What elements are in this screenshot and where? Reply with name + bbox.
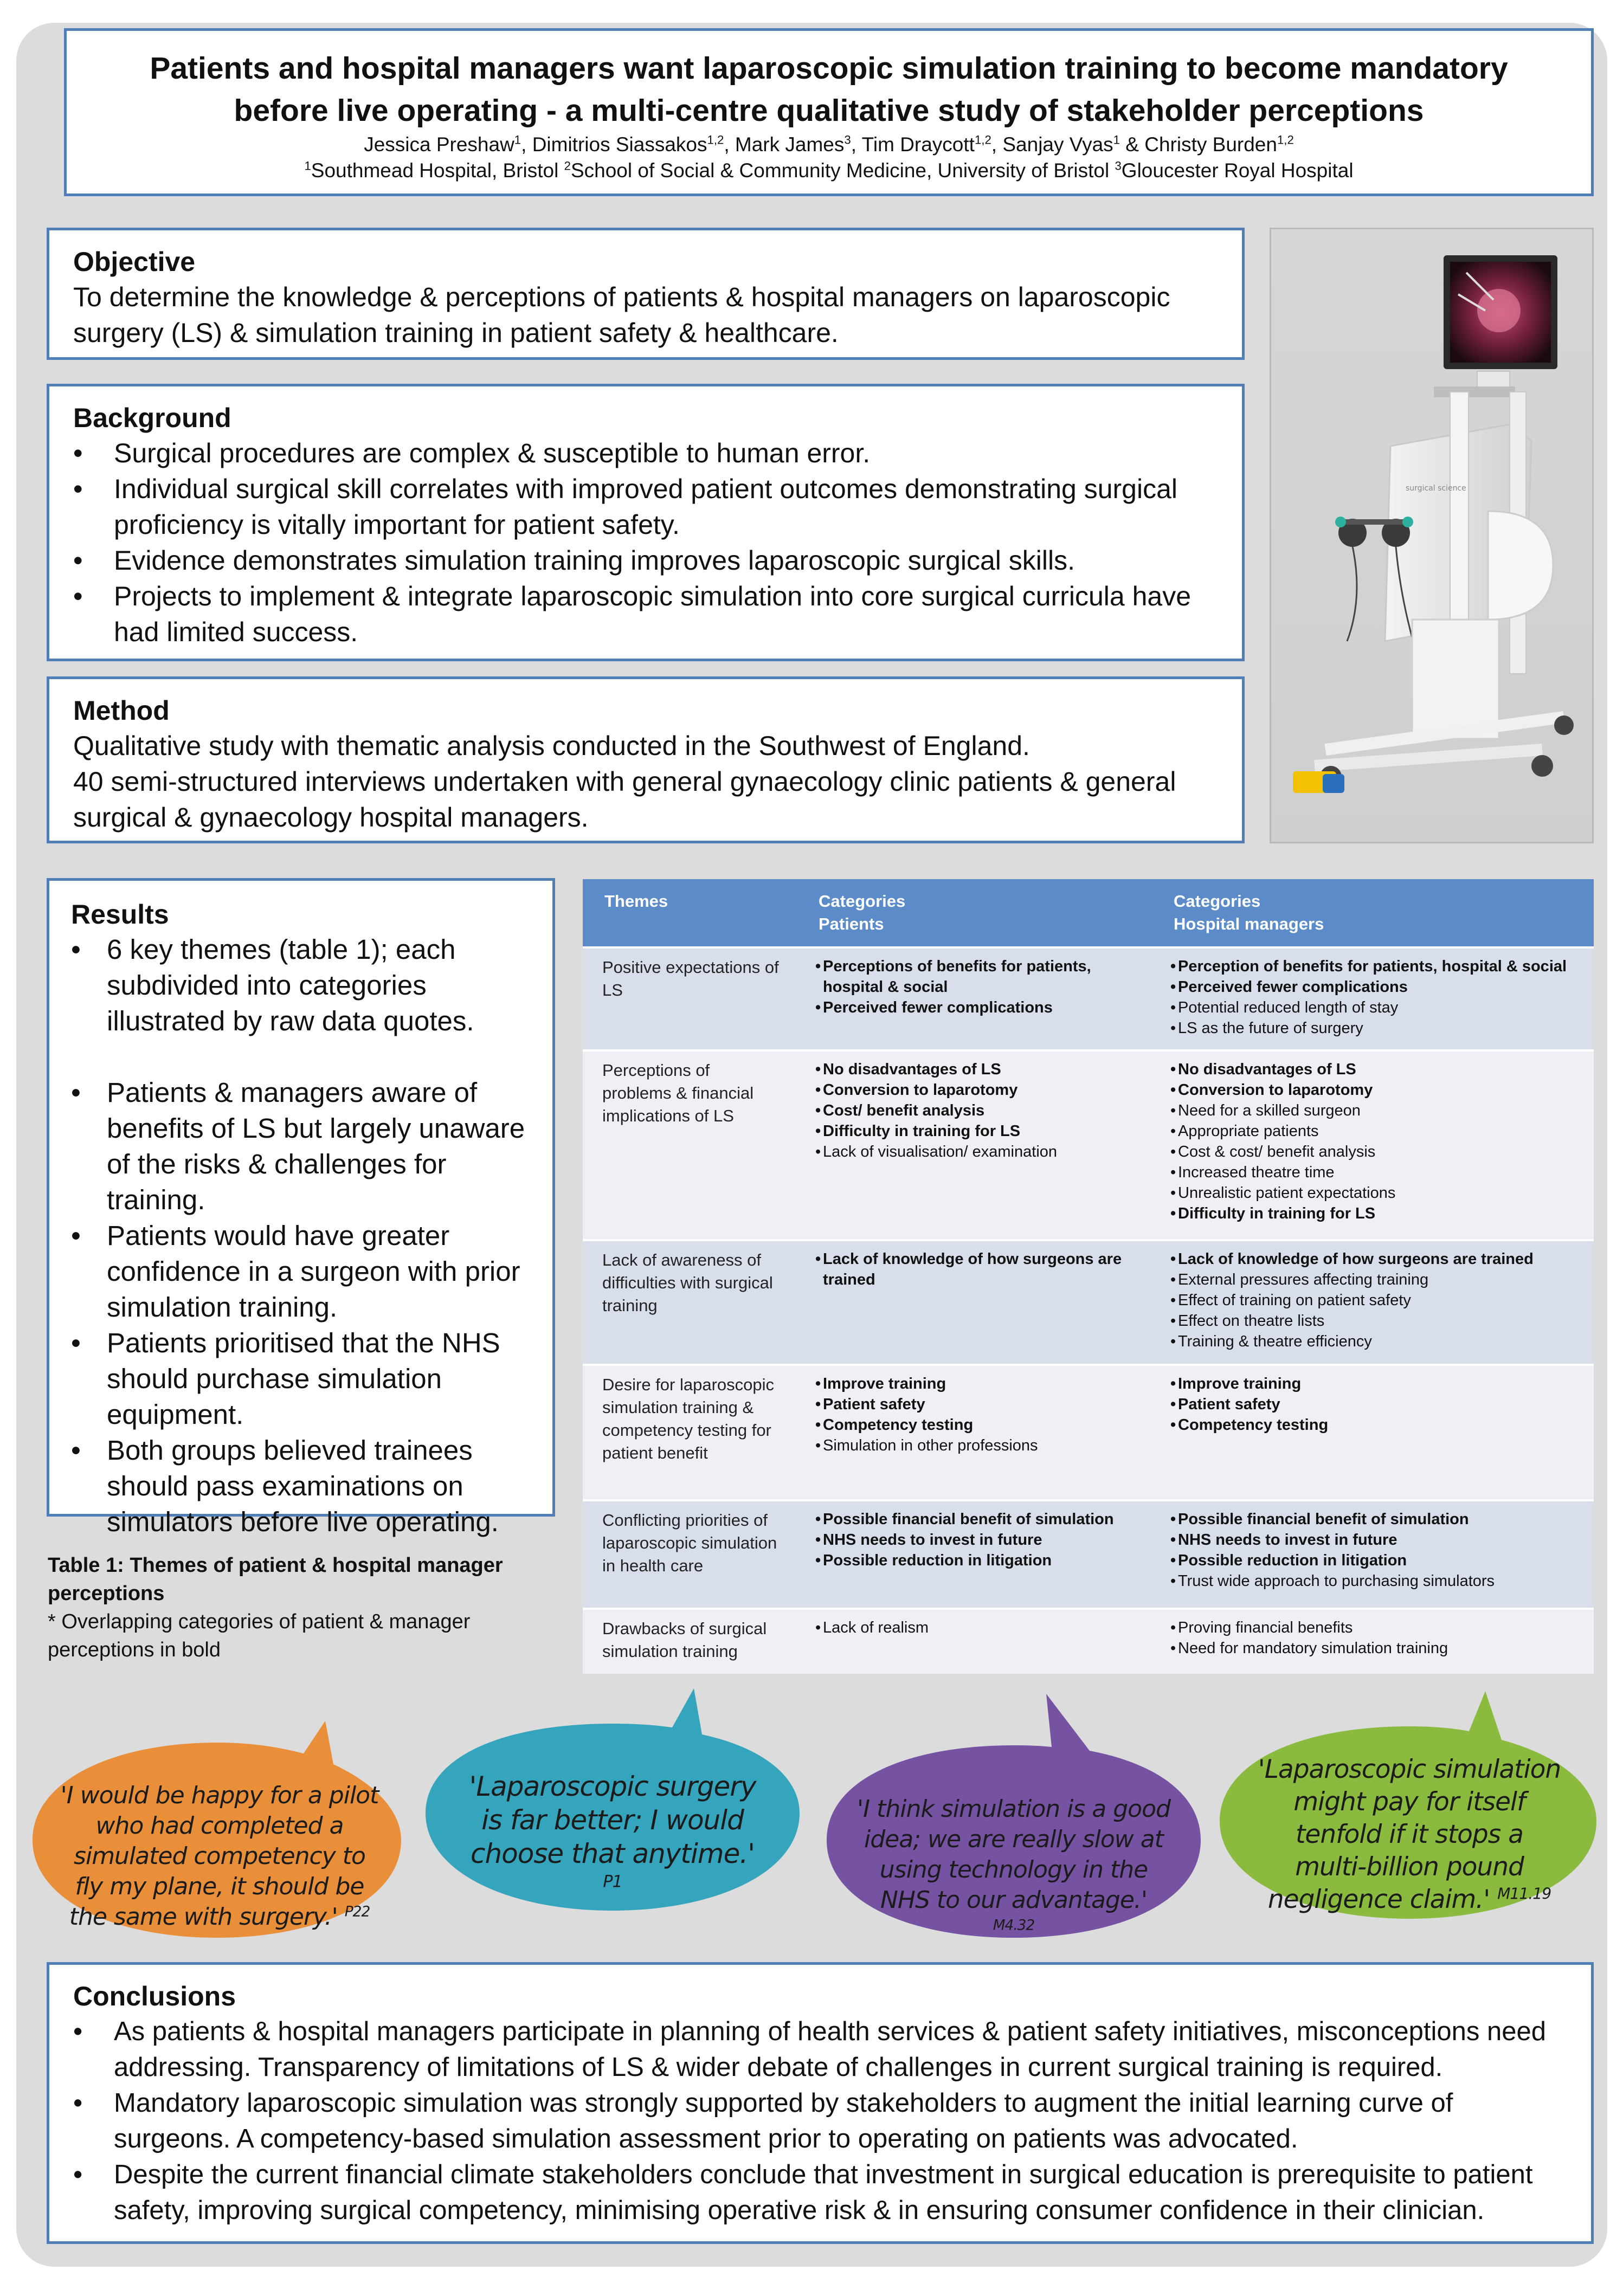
category-item: • Patient safety xyxy=(816,1394,1136,1415)
category-item: • Difficulty in training for LS xyxy=(1171,1203,1577,1224)
table-row xyxy=(583,1365,1594,1500)
affiliation: $^3$Gloucester Royal Hospital xyxy=(1115,159,1354,182)
category-item: • Competency testing xyxy=(1171,1415,1577,1435)
category-item: • Improve training xyxy=(816,1373,1136,1394)
header-patients: Categories Patients xyxy=(797,879,1152,947)
category-item: • Lack of realism xyxy=(816,1617,1136,1638)
category-item: • Simulation in other professions xyxy=(816,1435,1136,1456)
table-header-row xyxy=(583,879,1594,947)
quote-ref: P1 xyxy=(603,1872,622,1892)
table-caption-note: * Overlapping categories of patient & manager perceptions in bold xyxy=(48,1610,471,1661)
title-box xyxy=(64,28,1594,196)
category-item: • Possible reduction in litigation xyxy=(1171,1550,1577,1571)
quote-bubble-2 xyxy=(417,1688,808,1916)
category-item: • No disadvantages of LS xyxy=(1171,1059,1577,1080)
category-item: • Trust wide approach to purchasing simulators xyxy=(1171,1571,1577,1591)
category-item: • Appropriate patients xyxy=(1171,1121,1577,1141)
conclusions-heading: Conclusions xyxy=(73,1981,236,2011)
objective-text: To determine the knowledge & perceptions of patients & hospital managers on laparoscopic surgery (LS) & simulation training in patient safety & healthcare. xyxy=(73,282,1170,348)
quote-bubble-1 xyxy=(22,1721,412,1949)
author: Christy Burden$^{1,2}$ xyxy=(1144,133,1294,156)
category-item: • Potential reduced length of stay xyxy=(1171,997,1577,1018)
category-item: • Training & theatre efficiency xyxy=(1171,1331,1577,1352)
background-heading: Background xyxy=(73,403,231,433)
list-item: • Projects to implement & integrate laparoscopic simulation into core surgical curricula have had limited success. xyxy=(73,578,1218,650)
category-item: • Possible financial benefit of simulation xyxy=(1171,1509,1577,1530)
table-row xyxy=(583,947,1594,1050)
patients-cell xyxy=(797,1240,1152,1365)
themes-table xyxy=(583,879,1594,1674)
table-row xyxy=(583,1240,1594,1365)
table-row xyxy=(583,1050,1594,1240)
quote-ref: P22 xyxy=(344,1903,370,1920)
category-item: • Effect of training on patient safety xyxy=(1171,1290,1577,1311)
category-item: • Lack of knowledge of how surgeons are trained xyxy=(1171,1249,1577,1269)
managers-cell xyxy=(1152,1050,1594,1240)
category-item: • Need for a skilled surgeon xyxy=(1171,1100,1577,1121)
author: Tim Draycott$^{1,2}$ xyxy=(861,133,991,156)
category-item: • Possible reduction in litigation xyxy=(816,1550,1136,1571)
category-item: • Possible financial benefit of simulation xyxy=(816,1509,1136,1530)
affiliation: $^2$School of Social & Community Medicine, University of Bristol xyxy=(564,159,1110,182)
quote-text: 'Laparoscopic surgery is far better; I would choose that anytime.' xyxy=(469,1771,756,1869)
managers-cell xyxy=(1152,1240,1594,1365)
author: Dimitrios Siassakos$^{1,2}$ xyxy=(532,133,724,156)
method-line-2: 40 semi-structured interviews undertaken with general gynaecology clinic patients & general surgical & gynaecology hospital managers. xyxy=(73,766,1176,833)
managers-cell xyxy=(1152,947,1594,1050)
category-item: • LS as the future of surgery xyxy=(1171,1018,1577,1039)
list-item: • 6 key themes (table 1); each subdivided into categories illustrated by raw data quotes. xyxy=(71,932,531,1039)
author: Jessica Preshaw$^1$ xyxy=(364,133,521,156)
category-item: • Cost/ benefit analysis xyxy=(816,1100,1136,1121)
results-list xyxy=(71,932,531,1540)
quote-text: 'I think simulation is a good idea; we are really slow at using technology in the NHS to our advantage.' xyxy=(857,1795,1170,1914)
category-item: • Increased theatre time xyxy=(1171,1162,1577,1183)
managers-cell xyxy=(1152,1500,1594,1609)
author: Sanjay Vyas$^1$ xyxy=(1002,133,1120,156)
list-item: • Evidence demonstrates simulation training improves laparoscopic surgical skills. xyxy=(73,543,1218,578)
category-item: • Competency testing xyxy=(816,1415,1136,1435)
list-item: • Individual surgical skill correlates with improved patient outcomes demonstrating surgical proficiency is vitally important for patient safety. xyxy=(73,471,1218,543)
list-item: • Both groups believed trainees should pass examinations on simulators before live operating. xyxy=(71,1433,531,1540)
patients-cell xyxy=(797,1050,1152,1240)
quote-bubble-3 xyxy=(819,1694,1209,1943)
background-list xyxy=(73,435,1218,650)
objective-heading: Objective xyxy=(73,247,196,277)
header-managers: Categories Hospital managers xyxy=(1152,879,1594,947)
category-item: • Unrealistic patient expectations xyxy=(1171,1183,1577,1203)
author-list: Jessica Preshaw$^1$, Dimitrios Siassakos$^{1,2}$, Mark James$^3$, Tim Draycott$^{1,2}$, Sanjay Vyas$^1$ & Christy Burden$^{1,2}$ xyxy=(364,133,1294,156)
category-item: • External pressures affecting training xyxy=(1171,1269,1577,1290)
simulator-photo xyxy=(1270,228,1594,843)
category-item: • Perceptions of benefits for patients, hospital & social xyxy=(816,956,1136,997)
quote-text: 'I would be happy for a pilot who had completed a simulated competency to fly my plane, it should be the same with surgery.' xyxy=(60,1782,379,1931)
results-heading: Results xyxy=(71,899,169,930)
theme-cell: Conflicting priorities of laparoscopic simulation in health care xyxy=(583,1500,797,1609)
list-item: • Patients would have greater confidence in a surgeon with prior simulation training. xyxy=(71,1218,531,1325)
category-item: • Need for mandatory simulation training xyxy=(1171,1638,1577,1659)
category-item: • Proving financial benefits xyxy=(1171,1617,1577,1638)
poster-title: Patients and hospital managers want laparoscopic simulation training to become mandatory before live operating - a multi-centre qualitative study of stakeholder perceptions xyxy=(150,51,1508,128)
objective-section xyxy=(47,228,1245,360)
patients-cell xyxy=(797,1500,1152,1609)
list-item: • Surgical procedures are complex & susceptible to human error. xyxy=(73,435,1218,471)
category-item: • Lack of knowledge of how surgeons are trained xyxy=(816,1249,1136,1290)
patients-cell xyxy=(797,1365,1152,1500)
category-item: • Difficulty in training for LS xyxy=(816,1121,1136,1141)
method-line-1: Qualitative study with thematic analysis conducted in the Southwest of England. xyxy=(73,731,1030,761)
patients-cell xyxy=(797,1609,1152,1674)
table-caption-title: Table 1: Themes of patient & hospital manager perceptions xyxy=(48,1554,503,1605)
simulator-illustration xyxy=(1271,229,1592,842)
category-item: • NHS needs to invest in future xyxy=(816,1530,1136,1550)
category-item: • Lack of visualisation/ examination xyxy=(816,1141,1136,1162)
theme-cell: Perceptions of problems & financial implications of LS xyxy=(583,1050,797,1240)
quote-ref: M11.19 xyxy=(1497,1885,1551,1903)
affiliation: $^1$Southmead Hospital, Bristol xyxy=(304,159,559,182)
label-text: surgical science xyxy=(1406,484,1466,493)
list-item: • Despite the current financial climate stakeholders conclude that investment in surgical education is prerequisite to patient safety, improving surgical competency, minimising operative risk & in ensuring consumer confidence in their clinician. xyxy=(73,2157,1567,2228)
category-item: • NHS needs to invest in future xyxy=(1171,1530,1577,1550)
list-item: • Mandatory laparoscopic simulation was strongly supported by stakeholders to augment the initial learning curve of surgeons. A competency-based simulation assessment prior to operating on patients was advocated. xyxy=(73,2085,1567,2157)
conclusions-section xyxy=(47,1962,1594,2244)
method-section xyxy=(47,676,1245,843)
managers-cell xyxy=(1152,1609,1594,1674)
theme-cell: Drawbacks of surgical simulation training xyxy=(583,1609,797,1674)
table-row xyxy=(583,1500,1594,1609)
table-caption xyxy=(48,1551,557,1664)
theme-cell: Positive expectations of LS xyxy=(583,947,797,1050)
header-themes: Themes xyxy=(583,879,797,947)
category-item: • Perceived fewer complications xyxy=(1171,977,1577,997)
managers-cell xyxy=(1152,1365,1594,1500)
background-section xyxy=(47,384,1245,661)
list-item: • As patients & hospital managers participate in planning of health services & patient safety initiatives, misconceptions need addressing. Transparency of limitations of LS & wider debate of challenges in current surgical training is required. xyxy=(73,2014,1567,2085)
category-item: • Improve training xyxy=(1171,1373,1577,1394)
quote-text: 'Laparoscopic simulation might pay for itself tenfold if it stops a multi-billion pound negligence claim.' xyxy=(1258,1755,1561,1914)
list-item: • Patients & managers aware of benefits of LS but largely unaware of the risks & challenges for training. xyxy=(71,1075,531,1218)
category-item: • Perceived fewer complications xyxy=(816,997,1136,1018)
patients-cell xyxy=(797,947,1152,1050)
list-item: • Patients prioritised that the NHS should purchase simulation equipment. xyxy=(71,1325,531,1433)
category-item: • Conversion to laparotomy xyxy=(1171,1080,1577,1100)
method-heading: Method xyxy=(73,695,170,726)
quote-bubble-4 xyxy=(1214,1691,1605,1930)
theme-cell: Desire for laparoscopic simulation training & competency testing for patient benefit xyxy=(583,1365,797,1500)
results-section xyxy=(47,878,555,1537)
category-item: • Effect on theatre lists xyxy=(1171,1311,1577,1331)
category-item: • Cost & cost/ benefit analysis xyxy=(1171,1141,1577,1162)
table-row xyxy=(583,1609,1594,1674)
affiliations xyxy=(67,158,1591,184)
quote-ref: M4.32 xyxy=(993,1917,1035,1934)
author: Mark James$^3$ xyxy=(735,133,851,156)
category-item: • Conversion to laparotomy xyxy=(816,1080,1136,1100)
theme-cell: Lack of awareness of difficulties with surgical training xyxy=(583,1240,797,1365)
category-item: • Perception of benefits for patients, hospital & social xyxy=(1171,956,1577,977)
category-item: • Patient safety xyxy=(1171,1394,1577,1415)
category-item: • No disadvantages of LS xyxy=(816,1059,1136,1080)
conclusions-list xyxy=(73,2014,1567,2228)
